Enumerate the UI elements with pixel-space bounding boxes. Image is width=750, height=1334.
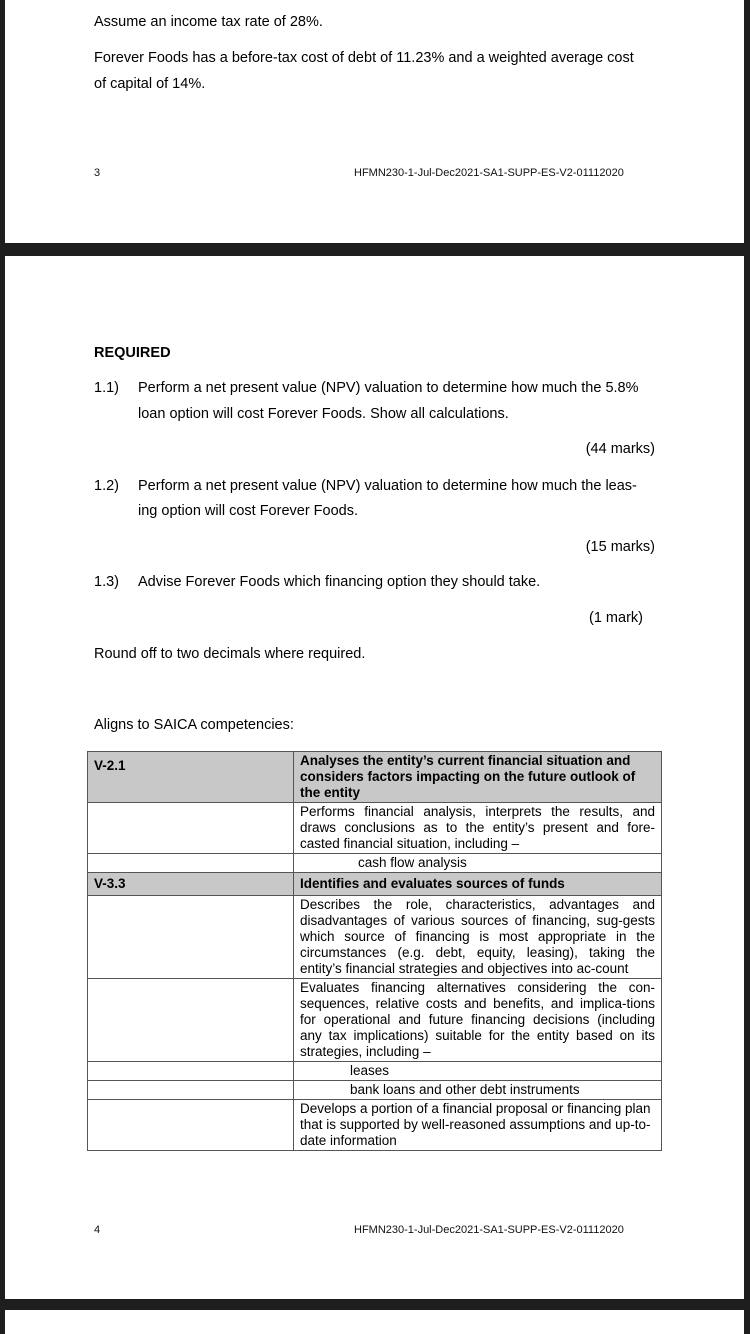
question-number: 1.3) bbox=[94, 574, 119, 590]
competency-item: cash flow analysis bbox=[294, 854, 662, 873]
table-row bbox=[88, 1062, 662, 1081]
table-row bbox=[88, 979, 662, 1062]
question-text-line: ing option will cost Forever Foods. bbox=[138, 503, 359, 519]
competency-description: Develops a portion of a financial proposal or financing plan that is supported by well-reasoned assumptions and up-to-date information bbox=[294, 1100, 662, 1151]
competency-item: leases bbox=[294, 1062, 662, 1081]
competency-description: Evaluates financing alternatives considering the con-sequences, relative costs and benefits, and implica-tions for operational and future financing decisions (including any tax implications) suitable for the entity based on its strategies, including – bbox=[294, 979, 662, 1062]
competency-item: bank loans and other debt instruments bbox=[294, 1081, 662, 1100]
table-row bbox=[88, 1100, 662, 1151]
competency-title: Identifies and evaluates sources of funds bbox=[294, 873, 662, 896]
rounding-note: Round off to two decimals where required. bbox=[94, 646, 366, 662]
question-text-line: loan option will cost Forever Foods. Show all calculations. bbox=[138, 406, 509, 422]
competency-table bbox=[87, 751, 662, 1151]
page-number: 3 bbox=[94, 167, 101, 179]
page-number: 4 bbox=[94, 1224, 101, 1236]
question-marks: (15 marks) bbox=[585, 539, 655, 555]
document-page-4 bbox=[5, 256, 744, 1299]
footer-code: HFMN230-1-Jul-Dec2021-SA1-SUPP-ES-V2-01112020 bbox=[354, 1224, 624, 1236]
question-marks: (44 marks) bbox=[585, 441, 655, 457]
competency-code: V-3.3 bbox=[88, 873, 294, 896]
question-marks: (1 mark) bbox=[589, 610, 643, 626]
footer-code: HFMN230-1-Jul-Dec2021-SA1-SUPP-ES-V2-01112020 bbox=[354, 167, 624, 179]
aligns-label: Aligns to SAICA competencies: bbox=[94, 717, 294, 733]
tax-rate-text: Assume an income tax rate of 28%. bbox=[94, 14, 323, 30]
question-text-line: Perform a net present value (NPV) valuation to determine how much the leas- bbox=[138, 478, 637, 494]
document-page-5 bbox=[5, 1310, 744, 1334]
table-row bbox=[88, 873, 662, 896]
competency-title: Analyses the entity’s current financial situation and considers factors impacting on the future outlook of the entity bbox=[294, 752, 662, 803]
cost-of-debt-line-1: Forever Foods has a before-tax cost of debt of 11.23% and a weighted average cost bbox=[94, 50, 634, 66]
competency-description: Performs financial analysis, interprets the results, and draws conclusions as to the entity’s present and fore-casted financial situation, including – bbox=[294, 803, 662, 854]
question-number: 1.1) bbox=[94, 380, 119, 396]
competency-description: Describes the role, characteristics, advantages and disadvantages of various sources of financing, sug-gests which source of financing is most appropriate in the circumstances (e.g. debt, equity, leasing), taking the entity’s financial strategies and objectives into ac-count bbox=[294, 896, 662, 979]
question-text-line: Advise Forever Foods which financing option they should take. bbox=[138, 574, 541, 590]
question-text-line: Perform a net present value (NPV) valuation to determine how much the 5.8% bbox=[138, 380, 639, 396]
required-heading: REQUIRED bbox=[94, 345, 171, 361]
table-row bbox=[88, 896, 662, 979]
table-row bbox=[88, 1081, 662, 1100]
table-row bbox=[88, 854, 662, 873]
question-number: 1.2) bbox=[94, 478, 119, 494]
table-row bbox=[88, 752, 662, 803]
cost-of-debt-line-2: of capital of 14%. bbox=[94, 76, 206, 92]
table-row bbox=[88, 803, 662, 854]
document-page-3 bbox=[5, 0, 744, 243]
competency-code: V-2.1 bbox=[88, 752, 294, 803]
